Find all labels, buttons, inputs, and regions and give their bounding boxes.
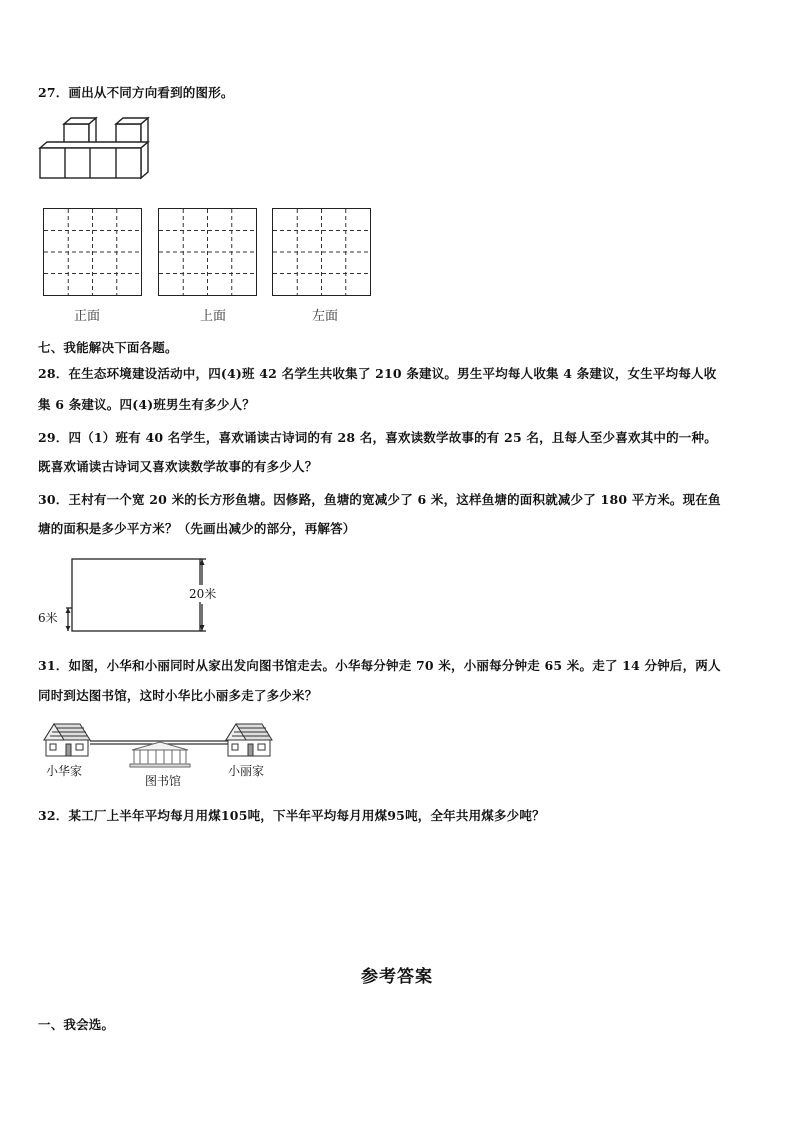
label-top: 上面 bbox=[200, 309, 227, 324]
q29-line1: 29．四（1）班有 40 名学生，喜欢诵读古诗词的有 28 名，喜欢读数学故事的有 25 名，且每人至少喜欢其中的一种。 bbox=[38, 430, 717, 445]
q30-line1: 30．王村有一个宽 20 米的长方形鱼塘。因修路，鱼塘的宽减少了 6 米，这样鱼塘的面积就减少了 180 平方米。现在鱼 bbox=[38, 492, 721, 507]
label-reduce-6m: 6米 bbox=[38, 611, 58, 625]
q31-line1: 31．如图，小华和小丽同时从家出发向图书馆走去。小华每分钟走 70 米，小丽每分钟走 65 米。走了 14 分钟后，两人 bbox=[38, 658, 721, 673]
label-xiaoli-home: 小丽家 bbox=[228, 764, 265, 778]
label-front: 正面 bbox=[74, 309, 101, 324]
section7-title: 七、我能解决下面各题。 bbox=[38, 340, 178, 355]
answers-title: 参考答案 bbox=[361, 967, 433, 987]
bottom-row-side bbox=[141, 142, 148, 178]
q31-line2: 同时到达图书馆，这时小华比小丽多走了多少米？ bbox=[38, 688, 318, 703]
grid-left[interactable] bbox=[272, 208, 371, 296]
library-icon bbox=[130, 742, 190, 767]
grid-front[interactable] bbox=[43, 208, 142, 296]
cube-stack-figure bbox=[38, 116, 153, 184]
q29-line2: 既喜欢诵读古诗词又喜欢读数学故事的有多少人？ bbox=[38, 459, 318, 474]
label-left: 左面 bbox=[312, 309, 339, 324]
q28-line1: 28．在生态环境建设活动中，四(4)班 42 名学生共收集了 210 条建议。男生平均每人收集 4 条建议，女生平均每人收 bbox=[38, 366, 717, 381]
q27-text: 27．画出从不同方向看到的图形。 bbox=[38, 85, 234, 100]
bottom-row-top bbox=[40, 142, 148, 148]
label-library: 图书馆 bbox=[145, 774, 182, 788]
pond-rectangle bbox=[72, 559, 200, 631]
answers-section1: 一、我会选。 bbox=[38, 1017, 115, 1032]
label-width-20m: 20米 bbox=[189, 587, 217, 601]
q32-text: 32．某工厂上半年平均每月用煤105吨，下半年平均每月用煤95吨，全年共用煤多少吨？ bbox=[38, 808, 545, 823]
label-xiaohua-home: 小华家 bbox=[46, 764, 83, 778]
house-icon bbox=[44, 724, 90, 756]
q28-line2: 集 6 条建议。四(4)班男生有多少人？ bbox=[38, 397, 255, 412]
house-icon bbox=[226, 724, 272, 756]
q30-line2: 塘的面积是多少平方米？（先画出减少的部分，再解答） bbox=[38, 521, 356, 536]
grid-top[interactable] bbox=[158, 208, 257, 296]
